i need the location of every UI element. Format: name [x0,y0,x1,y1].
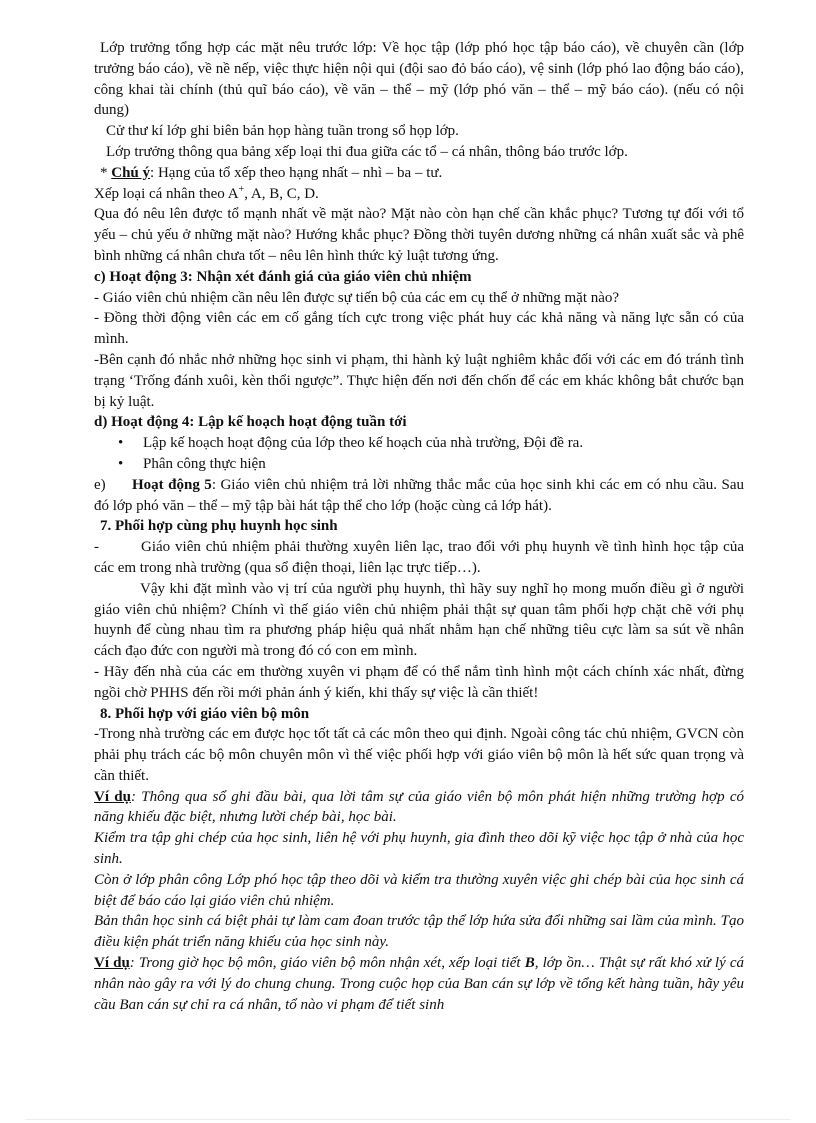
rank-superscript: + [238,183,245,195]
example-1-label: Ví dụ [94,788,131,805]
paragraph-discipline: -Bên cạnh đó nhắc nhở những học sinh vi phạm, thi hành kỷ luật nghiêm khắc đối với các em đó tránh tình trạng ‘Trống đánh xuôi, kèn thổi ngược”. Thực hiện đến nơi đến chốn để các em khác không bắt chước bạn bị kỷ luật. [94,351,744,410]
example-1 [94,787,744,829]
page-bottom-divider [25,1119,791,1120]
activity-5-bold: Hoạt động 5 [132,476,212,493]
rank-text-post: , A, B, C, D. [244,185,319,202]
paragraph-parent-perspective: Vậy khi đặt mình vào vị trí của người phụ huynh, thì hãy suy nghĩ họ mong muốn điều gì ở người giáo viên chủ nhiệm? Chính vì thế giáo viên chủ nhiệm phải thật sự quan tâm phối hợp chặt chẽ với phụ huynh để cùng nhau tìm ra phương pháp hiệu quả nhất nhằm hạn chế những tiêu cực làm sa sút về nhân cách đạo đức con người mà trong đó có con em mình. [94,580,744,660]
example-2-label: Ví dụ [94,955,130,972]
paragraph-activity-5 [94,475,744,517]
paragraph-contact-parents [94,537,744,579]
example-2-bold: B [524,955,535,972]
heading-activity-3: c) Hoạt động 3: Nhận xét đánh giá của giáo viên chủ nhiệm [94,268,472,285]
contact-text: Giáo viên chủ nhiệm phải thường xuyên liên lạc, trao đổi với phụ huynh về tình hình học tập của các em trong nhà trường (qua sổ điện thoại, liên lạc trực tiếp…). [94,539,744,576]
paragraph-progress: - Giáo viên chủ nhiệm cần nêu lên được sự tiến bộ của các em cụ thể ở những mặt nào? [94,289,620,306]
example-2 [94,953,744,1015]
activity-5-label: e) [94,476,106,493]
plan-bullet-list [94,433,744,475]
paragraph-home-visit: - Hãy đến nhà của các em thường xuyên vi phạm để có thể nắm tình hình một cách chính xác nhất, đừng ngồi chờ PHHS đến rồi mới phản ánh ý kiến, khi thấy sự việc là cần thiết! [94,663,744,701]
example-2-pre: : Trong giờ học bộ môn, giáo viên bộ môn nhận xét, xếp loại tiết [129,955,525,972]
paragraph-subject-teachers: -Trong nhà trường các em được học tốt tất cả các môn theo qui định. Ngoài công tác chủ nhiệm, GVCN còn phải phụ trách các bộ môn chuyên môn vì thế việc phối hợp với giáo viên bộ môn là hết sức quan trọng và cần thiết. [94,726,744,784]
document-page [94,38,744,1015]
paragraph-strengths: Qua đó nêu lên được tổ mạnh nhất về mặt nào? Mặt nào còn hạn chế cần khắc phục? Tương tự đối với tổ yếu – chủ yếu ở những mặt nào? Hướng khắc phục? Đồng thời tuyên dương những cá nhân xuất sắc và phê bình những cá nhân chưa tốt – nêu lên hình thức kỷ luật tương ứng. [94,206,744,264]
activity-5-text: : Giáo viên chủ nhiệm trả lời những thắc mắc của học sinh khi các em có nhu cầu. Sau đó lớp phó văn – thể – mỹ tập bài hát tập thể cho lớp (hoặc cùng cả lớp hát). [94,476,744,514]
heading-activity-4: d) Hoạt động 4: Lập kế hoạch hoạt động tuần tới [94,414,407,431]
note-label: Chú ý [111,164,151,181]
paragraph-secretary: Cử thư kí lớp ghi biên bản họp hàng tuần trong sổ họp lớp. [106,123,459,140]
heading-section-7: 7. Phối hợp cùng phụ huynh học sinh [100,518,338,535]
paragraph-encourage: - Đồng thời động viên các em cố gắng tích cực trong việc phát huy các khả năng và năng lực sẵn có của mình. [94,310,744,348]
italic-commitment: Bản thân học sinh cá biệt phải tự làm cam đoan trước tập thể lớp hứa sửa đổi những sai lầm của mình. Tạo điều kiện phát triển năng khiếu của học sinh này. [94,913,744,951]
heading-section-8: 8. Phối hợp với giáo viên bộ môn [100,705,310,722]
example-2-post: , lớp ồn… Thật sự rất khó xử lý cá nhân nào gây ra với lý do chung chung. Trong cuộc họp của Ban cán sự lớp về tổng kết hàng tuần, hãy yêu cầu Ban cán sự chỉ ra cá nhân, tổ nào vi phạm để tiết sinh [94,955,744,1013]
example-1-text: : Thông qua sổ ghi đầu bài, qua lời tâm sự của giáo viên bộ môn phát hiện những trường hợp có năng khiếu đặc biệt, nhưng lười chép bài, học bài. [94,788,744,826]
note-paragraph [94,163,744,184]
list-item: • Phân công thực hiện [118,454,744,475]
note-text: : Hạng của tổ xếp theo hạng nhất – nhì – ba – tư. [150,164,443,181]
contact-dash: - [94,539,99,556]
paragraph-class-monitor-report: Lớp trưởng tổng hợp các mặt nêu trước lớp: Về học tập (lớp phó học tập báo cáo), về chuyên cần (lớp trưởng báo cáo), về nề nếp, việc thực hiện nội qui (đội sao đỏ báo cáo), vệ sinh (lớp phó lao động báo cáo), công khai tài chính (thủ quĩ báo cáo), về văn – thể – mỹ (lớp phó văn – thể – mỹ báo cáo). (nếu có nội dung) [94,40,744,119]
paragraph-ranking-announce: Lớp trưởng thông qua bảng xếp loại thi đua giữa các tổ – cá nhân, thông báo trước lớp. [106,143,628,160]
italic-check-notes: Kiểm tra tập ghi chép của học sinh, liên hệ với phụ huynh, gia đình theo dõi kỹ việc học tập ở nhà của học sinh. [94,830,744,868]
paragraph-individual-rank [94,184,744,205]
note-star: * [100,164,112,181]
list-item: • Lập kế hoạch hoạt động của lớp theo kế hoạch của nhà trường, Đội đề ra. [118,433,744,454]
italic-assign-monitor: Còn ở lớp phân công Lớp phó học tập theo dõi và kiểm tra thường xuyên việc ghi chép bài của học sinh cá biệt để báo cáo lại giáo viên chủ nhiệm. [94,871,744,909]
rank-text-pre: Xếp loại cá nhân theo A [94,185,239,202]
